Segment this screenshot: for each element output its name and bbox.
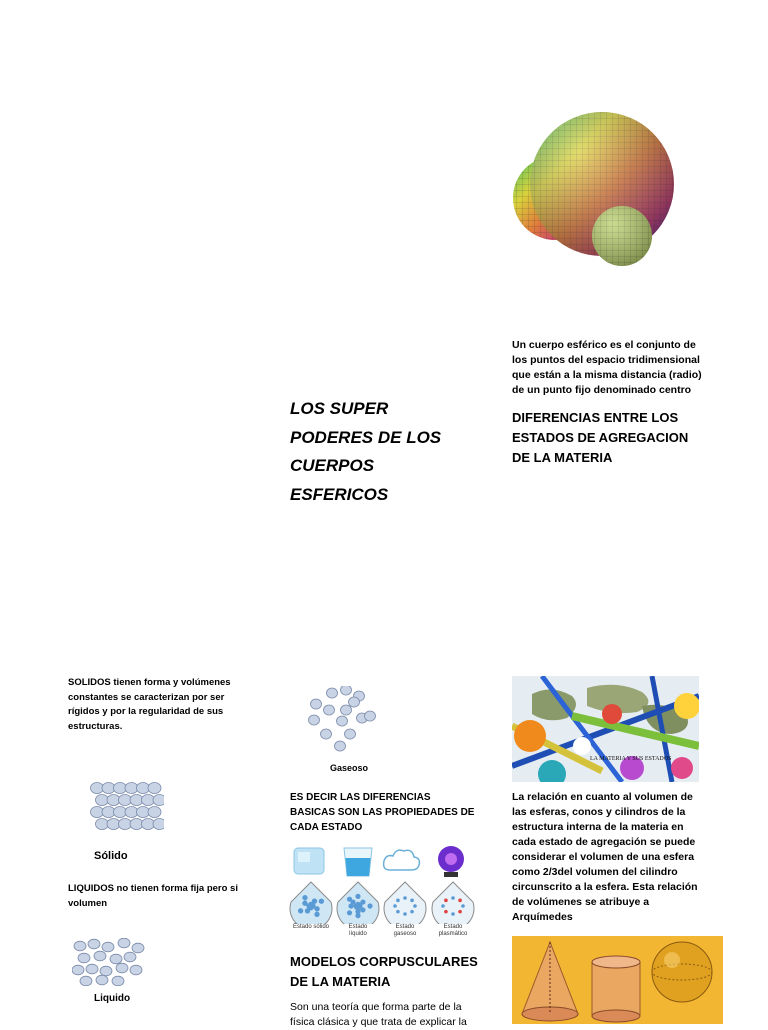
solidos-text: SOLIDOS tienen forma y volúmenes constantes se caracterizan por ser rígidos y por la regularidad de sus estructuras. bbox=[68, 677, 231, 732]
particle bbox=[142, 819, 155, 830]
state-particle bbox=[410, 910, 414, 914]
state-particle bbox=[403, 912, 407, 916]
particle bbox=[72, 965, 84, 975]
particle bbox=[91, 807, 104, 818]
particle bbox=[118, 938, 130, 948]
title-line: ESFERICOS bbox=[290, 484, 389, 504]
particle bbox=[78, 953, 90, 963]
particle bbox=[96, 975, 108, 985]
image-caption: LA MATERIA Y SUS ESTADOS bbox=[590, 756, 672, 762]
particle bbox=[130, 795, 143, 806]
particle bbox=[345, 729, 356, 739]
particle bbox=[341, 705, 352, 715]
particle bbox=[321, 729, 332, 739]
solids-volume-image bbox=[512, 936, 723, 1024]
sphere-definition: Un cuerpo esférico es el conjunto de los puntos del espacio tridimensional que están a la misma distancia (radio) de un punto fijo denominado centro bbox=[512, 339, 702, 396]
state-particle bbox=[302, 895, 307, 900]
particle bbox=[74, 941, 86, 951]
particle bbox=[96, 795, 109, 806]
state-particle bbox=[319, 899, 324, 904]
particle bbox=[124, 952, 136, 962]
particle bbox=[114, 783, 127, 794]
gaseoso-caption: Gaseoso bbox=[330, 763, 369, 773]
state-particle bbox=[355, 909, 360, 914]
state-particle bbox=[355, 894, 360, 899]
spheres-illustration bbox=[510, 88, 675, 276]
state-particle bbox=[441, 904, 445, 908]
state-label: Estado sólido bbox=[292, 924, 330, 930]
state-particle bbox=[350, 899, 355, 904]
state-particle bbox=[444, 910, 448, 914]
state-particle bbox=[413, 904, 417, 908]
state-particle bbox=[393, 904, 397, 908]
state-particle bbox=[403, 896, 407, 900]
particle bbox=[337, 716, 348, 726]
particle bbox=[107, 819, 120, 830]
particle bbox=[324, 705, 335, 715]
state-particle bbox=[451, 896, 455, 900]
state-particle bbox=[444, 899, 448, 903]
particle bbox=[91, 783, 104, 794]
particle bbox=[148, 807, 161, 818]
particle bbox=[327, 688, 338, 698]
particle bbox=[86, 964, 98, 974]
particle bbox=[119, 795, 132, 806]
state-particle bbox=[357, 902, 362, 907]
solido-caption: Sólido bbox=[94, 850, 128, 862]
particle bbox=[153, 795, 164, 806]
state-particle bbox=[302, 901, 307, 906]
particle bbox=[132, 943, 144, 953]
particle bbox=[309, 715, 320, 725]
particle bbox=[102, 807, 115, 818]
particle bbox=[102, 783, 115, 794]
page-title bbox=[290, 395, 480, 509]
liquidos-text: LIQUIDOS no tienen forma fija pero si volumen bbox=[68, 883, 238, 909]
states-illustration bbox=[288, 844, 478, 942]
particle bbox=[96, 819, 109, 830]
state-particle bbox=[458, 899, 462, 903]
state-particle bbox=[396, 899, 400, 903]
states-heading: DIFERENCIAS ENTRE LOS ESTADOS DE AGREGACION DE LA MATERIA bbox=[512, 410, 689, 465]
gas-particles-image bbox=[302, 686, 382, 758]
states-drawing bbox=[288, 844, 478, 924]
particle bbox=[349, 697, 360, 707]
title-line: CUERPOS bbox=[290, 456, 375, 475]
state-label: Estado plasmático bbox=[438, 924, 468, 937]
solid-particles-image bbox=[88, 780, 164, 836]
particle bbox=[130, 965, 142, 975]
particle bbox=[125, 783, 138, 794]
particle bbox=[112, 976, 124, 986]
state-particle bbox=[396, 910, 400, 914]
state-particle bbox=[305, 908, 310, 913]
state-particle bbox=[314, 906, 319, 911]
liquid-particles-image bbox=[72, 938, 148, 986]
particle bbox=[107, 795, 120, 806]
state-droplet bbox=[432, 882, 474, 924]
particle bbox=[130, 819, 143, 830]
particle bbox=[148, 783, 161, 794]
particle bbox=[311, 699, 322, 709]
modelos-heading: MODELOS CORPUSCULARES DE LA MATERIA bbox=[290, 954, 478, 989]
state-particle bbox=[410, 899, 414, 903]
particle bbox=[100, 966, 112, 976]
particle bbox=[341, 686, 352, 695]
liquido-caption: Liquido bbox=[94, 993, 131, 1004]
title-line: LOS SUPER bbox=[290, 399, 389, 418]
state-particle bbox=[458, 910, 462, 914]
state-label: Estado gaseoso bbox=[393, 924, 417, 937]
particle bbox=[119, 819, 132, 830]
particle bbox=[116, 963, 128, 973]
modelos-text: Son una teoría que forma parte de la física clásica y que trata de explicar la bbox=[290, 1001, 467, 1028]
particle bbox=[114, 807, 127, 818]
state-label: Estado líquido bbox=[348, 924, 368, 937]
diferencias-text: ES DECIR LAS DIFERENCIAS BASICAS SON LAS PROPIEDADES DE CADA ESTADO bbox=[290, 792, 475, 833]
state-particle bbox=[367, 903, 372, 908]
relacion-text: La relación en cuanto al volumen de las esferas, conos y cilindros de la estructura interna de la materia en cada estado de agregación se puede considerar el volumen de una esfera como 2/3del volumen del cilindro circunscrito a la esfera. Esta relación de volúmenes se atribuye a Arquímedes bbox=[512, 791, 698, 923]
state-particle bbox=[314, 912, 319, 917]
title-line: PODERES DE LOS bbox=[290, 427, 442, 447]
state-particle bbox=[312, 899, 317, 904]
matter-states-image bbox=[512, 676, 699, 782]
particle bbox=[142, 795, 155, 806]
particle bbox=[94, 951, 106, 961]
particle bbox=[102, 942, 114, 952]
state-droplet bbox=[384, 882, 426, 924]
particle bbox=[153, 819, 164, 830]
state-particle bbox=[298, 908, 303, 913]
particle bbox=[80, 976, 92, 986]
state-particle bbox=[451, 912, 455, 916]
particle bbox=[365, 711, 376, 721]
particle bbox=[110, 954, 122, 964]
particle bbox=[137, 807, 150, 818]
particle bbox=[335, 741, 346, 751]
particle bbox=[137, 783, 150, 794]
state-particle bbox=[347, 910, 352, 915]
particle bbox=[88, 939, 100, 949]
particle bbox=[125, 807, 138, 818]
state-particle bbox=[461, 904, 465, 908]
